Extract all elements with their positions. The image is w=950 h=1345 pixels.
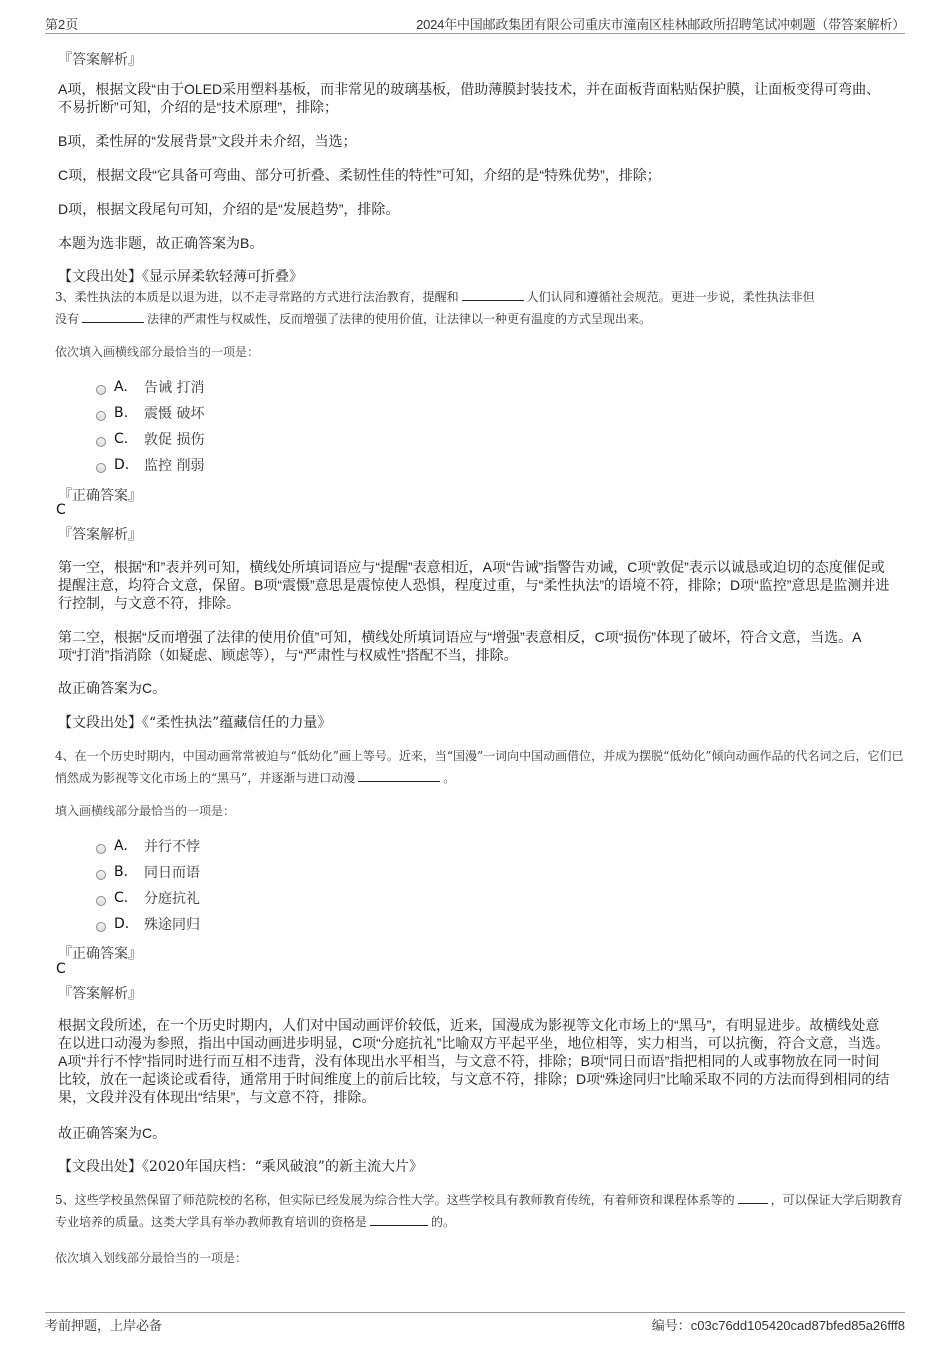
option-d[interactable]: D. 监控 削弱 [96, 455, 204, 475]
fill-blank [370, 1212, 428, 1226]
question-prompt: 填入画横线部分最恰当的一项是： [55, 804, 236, 818]
question-prompt: 依次填入划线部分最恰当的一项是： [55, 1251, 248, 1265]
correct-answer: C [56, 502, 66, 518]
option-c[interactable]: C. 敦促 损伤 [96, 429, 204, 449]
source-citation: 【文段出处】《显示屏柔软轻薄可折叠》 [58, 269, 303, 285]
option-b[interactable]: B. 同日而语 [96, 862, 200, 882]
option-a[interactable]: A. 告诫 打消 [96, 377, 204, 397]
analysis-label: 『答案解析』 [58, 52, 142, 68]
analysis-paragraph: 第一空，根据“和”表并列可知，横线处所填词语应与“提醒”表意相近，A项“告诫”指警告劝诫，C项“敦促”表示以诚恳或迫切的态度催促或提醒注意，均符合文意，保留。B项“震慑”意思是震惊使人恐惧，程度过重，与“柔性执法”的语境不符，排除；D项“监控”意思是监测并进行控制，与文意不符，排除。 [58, 559, 890, 611]
footer-slogan: 考前押题，上岸必备 [45, 1318, 163, 1333]
radio-button[interactable] [96, 411, 106, 421]
correct-answer-label: 『正确答案』 [58, 946, 142, 962]
analysis-paragraph: 第二空，根据“反而增强了法律的使用价值”可知，横线处所填词语应与“增强”表意相反，C项“损伤”体现了破坏，符合文意，当选。A项“打消”指消除（如疑虑、顾虑等），与“严肃性与权威性”搭配不当，排除。 [58, 629, 862, 663]
source-citation: 【文段出处】《2020年国庆档：“乘风破浪”的新主流大片》 [58, 1159, 423, 1175]
conclusion-paragraph: 本题为选非题，故正确答案为B。 [58, 235, 264, 251]
source-citation: 【文段出处】《“柔性执法”蕴藏信任的力量》 [58, 715, 332, 731]
page-footer [45, 1312, 905, 1336]
question-4-stem: 4、在一个历史时期内，中国动画常常被迫与“低幼化”画上等号。近来，当“国漫”一词向中国动画借位，并成为摆脱“低幼化”倾向动画作品的代名词之后，它们已悄然成为影视等文化市场上的“黑马”，并逐渐与进口动漫 。 [55, 749, 904, 785]
question-prompt: 依次填入画横线部分最恰当的一项是： [55, 345, 260, 359]
radio-button[interactable] [96, 437, 106, 447]
option-b[interactable]: B. 震慑 破坏 [96, 403, 204, 423]
analysis-paragraph: B项，柔性屏的“发展背景”文段并未介绍，当选； [58, 133, 357, 149]
radio-button[interactable] [96, 870, 106, 880]
analysis-label: 『答案解析』 [58, 527, 142, 543]
serial-number: 编号：c03c76dd105420cad87bfed85a26fff8 [651, 1318, 905, 1333]
option-a[interactable]: A. 并行不悖 [96, 836, 200, 856]
analysis-paragraph: D项，根据文段尾句可知，介绍的是“发展趋势”，排除。 [58, 201, 400, 217]
correct-answer-label: 『正确答案』 [58, 488, 142, 504]
page-number: 第2页 [45, 17, 79, 32]
correct-answer: C [56, 961, 66, 977]
document-title: 2024年中国邮政集团有限公司重庆市潼南区桂林邮政所招聘笔试冲刺题（带答案解析） [416, 17, 905, 32]
analysis-paragraph: C项，根据文段“它具备可弯曲、部分可折叠、柔韧性佳的特性”可知，介绍的是“特殊优势”，排除； [58, 167, 661, 183]
conclusion-paragraph: 故正确答案为C。 [58, 680, 167, 696]
fill-blank [82, 309, 144, 323]
analysis-paragraph: A项，根据文段“由于OLED采用塑料基板，而非常见的玻璃基板，借助薄膜封装技术，并在面板背面粘贴保护膜，让面板变得可弯曲、不易折断”可知，介绍的是“技术原理”，排除； [58, 81, 881, 115]
fill-blank [738, 1190, 768, 1204]
option-d[interactable]: D. 殊途同归 [96, 914, 200, 934]
fill-blank [358, 768, 440, 782]
radio-button[interactable] [96, 922, 106, 932]
page-header [45, 12, 905, 34]
analysis-paragraph: 根据文段所述，在一个历史时期内，人们对中国动画评价较低，近来，国漫成为影视等文化市场上的“黑马”，有明显进步。故横线处意在以进口动漫为参照，指出中国动画进步明显，C项“分庭抗礼”比喻双方平起平坐，地位相等，实力相当，可以抗衡，符合文意，当选。A项“并行不悖”指同时进行而互相不违背，没有体现出水平相当，与文意不符，排除；B项“同日而语”指把相同的人或事物放在同一时间比较，放在一起谈论或看待，通常用于时间维度上的前后比较，与文意不符，排除；D项“殊途同归”比喻采取不同的方法而得到相同的结果，文段并没有体现出“结果”，与文意不符，排除。 [58, 1017, 890, 1105]
analysis-label: 『答案解析』 [58, 986, 142, 1002]
conclusion-paragraph: 故正确答案为C。 [58, 1125, 167, 1141]
radio-button[interactable] [96, 385, 106, 395]
radio-button[interactable] [96, 896, 106, 906]
question-3-stem: 3、柔性执法的本质是以退为进，以不走寻常路的方式进行法治教育，提醒和 人们认同和遵循社会规范。更进一步说，柔性执法非但 没有 法律的严肃性与权威性，反而增强了法律的使用价值，让法律以一种更有温度的方式呈现出来。 [55, 286, 905, 330]
radio-button[interactable] [96, 844, 106, 854]
radio-button[interactable] [96, 463, 106, 473]
option-c[interactable]: C. 分庭抗礼 [96, 888, 200, 908]
question-5-stem: 5、这些学校虽然保留了师范院校的名称，但实际已经发展为综合性大学。这些学校具有教师教育传统，有着师资和课程体系等的 ，可以保证大学后期教育专业培养的质量。这类大学具有举办教师教育培训的资格是 的。 [55, 1189, 905, 1233]
fill-blank [462, 287, 524, 301]
